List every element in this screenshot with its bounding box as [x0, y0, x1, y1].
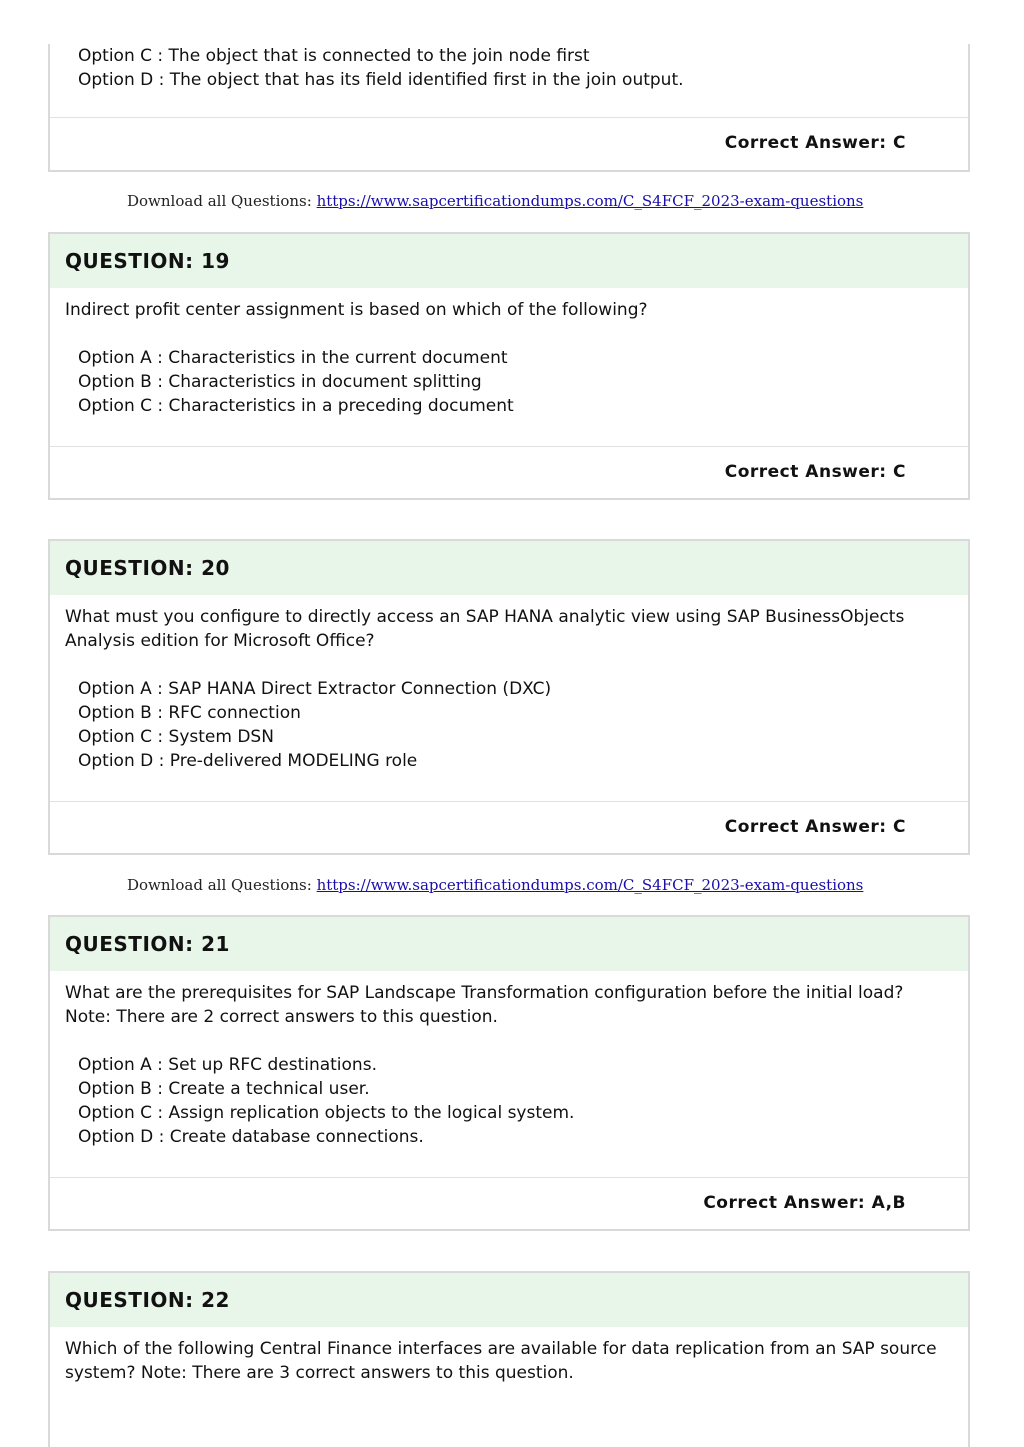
option-c: Option C : System DSN	[78, 727, 274, 747]
option-b: Option B : RFC connection	[78, 703, 301, 723]
download-link[interactable]: https://www.sapcertificationdumps.com/C_S4FCF_2023-exam-questions	[316, 876, 864, 894]
correct-answer	[50, 1177, 968, 1227]
correct-answer-text: Correct Answer: C	[724, 461, 906, 482]
download-line	[127, 192, 863, 210]
option-a: Option A : Set up RFC destinations.	[78, 1055, 377, 1075]
download-line	[127, 876, 863, 894]
question-card-continued	[48, 44, 970, 172]
options-list	[65, 346, 953, 418]
question-body	[50, 1327, 968, 1385]
question-text: What must you configure to directly access an SAP HANA analytic view using SAP BusinessObjects Analysis edition for Microsoft Office?	[65, 607, 905, 651]
option-b: Option B : Create a technical user.	[78, 1079, 370, 1099]
question-title: QUESTION: 20	[50, 541, 968, 595]
question-card-21	[48, 915, 970, 1231]
correct-answer	[50, 117, 968, 167]
option-b: Option B : Characteristics in document splitting	[78, 372, 482, 392]
correct-answer	[50, 446, 968, 496]
option-c: Option C : Assign replication objects to the logical system.	[78, 1103, 575, 1123]
options-list	[65, 677, 953, 773]
correct-answer-text: Correct Answer: C	[724, 132, 906, 153]
option-c: Option C : The object that is connected to the join node first	[78, 46, 590, 66]
question-card-20	[48, 539, 970, 855]
question-body	[50, 971, 968, 1149]
correct-answer	[50, 801, 968, 851]
question-body	[50, 288, 968, 418]
question-title: QUESTION: 19	[50, 234, 968, 288]
question-text: What are the prerequisites for SAP Landscape Transformation configuration before the initial load? Note: There are 2 correct answers to this question.	[65, 983, 904, 1027]
correct-answer-text: Correct Answer: A,B	[703, 1192, 906, 1213]
correct-answer-text: Correct Answer: C	[724, 816, 906, 837]
options-list	[65, 1053, 953, 1149]
question-card-19	[48, 232, 970, 500]
question-title: QUESTION: 22	[50, 1273, 968, 1327]
question-body	[50, 44, 968, 92]
options-list	[65, 44, 953, 92]
question-body	[50, 595, 968, 773]
option-a: Option A : Characteristics in the current document	[78, 348, 508, 368]
download-link[interactable]: https://www.sapcertificationdumps.com/C_S4FCF_2023-exam-questions	[316, 192, 864, 210]
option-d: Option D : Create database connections.	[78, 1127, 424, 1147]
option-c: Option C : Characteristics in a preceding document	[78, 396, 514, 416]
download-label: Download all Questions:	[127, 876, 312, 894]
option-d: Option D : Pre-delivered MODELING role	[78, 751, 418, 771]
download-label: Download all Questions:	[127, 192, 312, 210]
question-text: Indirect profit center assignment is based on which of the following?	[65, 300, 648, 320]
option-d: Option D : The object that has its field identified first in the join output.	[78, 70, 684, 90]
question-text: Which of the following Central Finance interfaces are available for data replication from an SAP source system? Note: There are 3 correct answers to this question.	[65, 1339, 937, 1383]
question-title: QUESTION: 21	[50, 917, 968, 971]
option-a: Option A : SAP HANA Direct Extractor Connection (DXC)	[78, 679, 552, 699]
question-card-22	[48, 1271, 970, 1447]
